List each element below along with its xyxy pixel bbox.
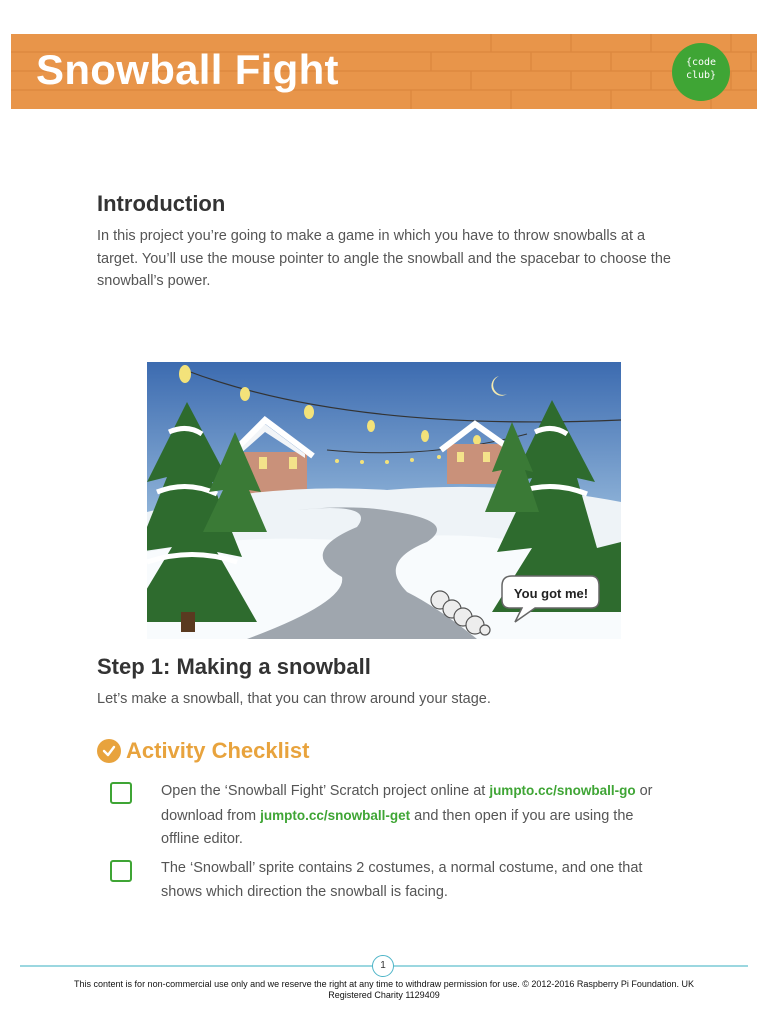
page-number: 1: [372, 955, 394, 977]
checklist-item-1-text-a: Open the ‘Snowball Fight’ Scratch project online at: [161, 783, 490, 799]
code-club-logo: [672, 43, 730, 101]
checklist-item-1-text-c: and then open if you are using the offline editor.: [161, 807, 634, 847]
page-title: Snowball Fight: [36, 46, 339, 93]
checklist-item-2: The ‘Snowball’ sprite contains 2 costumes, a normal costume, and one that shows which direction the snowball is facing.: [161, 860, 643, 900]
speech-bubble-text: You got me!: [513, 586, 589, 601]
checklist-checkbox-1[interactable]: [110, 782, 132, 804]
step-1-heading: Step 1: Making a snowball: [97, 654, 371, 679]
activity-checklist-header: [97, 736, 309, 766]
checklist-checkbox-2[interactable]: [110, 860, 132, 882]
snowball-go-link[interactable]: jumpto.cc/snowball-go: [489, 783, 636, 798]
introduction-text: In this project you’re going to make a game in which you have to throw snowballs at a target. You’ll use the mouse pointer to angle the snowball and the spacebar to choose the snowball’s power.: [97, 228, 671, 289]
snowball-fight-scene: [147, 362, 621, 639]
checkmark-icon: [97, 739, 121, 763]
logo-line-1: {code: [685, 57, 717, 68]
activity-checklist-title: Activity Checklist: [126, 738, 310, 763]
checklist-item-1-text-b: or download from: [161, 783, 653, 824]
snowball-get-link[interactable]: jumpto.cc/snowball-get: [260, 807, 411, 823]
header-banner: [11, 34, 757, 109]
logo-line-2: club}: [685, 70, 717, 81]
introduction-heading: Introduction: [97, 191, 226, 216]
logo-text: [672, 56, 730, 82]
footer-line-2: Registered Charity 1129409: [328, 990, 440, 1000]
step-1-text: Let’s make a snowball, that you can throw around your stage.: [97, 691, 491, 707]
footer-line-1: This content is for non-commercial use only and we reserve the right at any time to withdraw permission for use. © 2012-2016 Raspberry Pi Foundation. UK: [74, 979, 694, 989]
footer-copyright: [20, 979, 748, 1001]
checklist-item-1: [161, 779, 661, 852]
